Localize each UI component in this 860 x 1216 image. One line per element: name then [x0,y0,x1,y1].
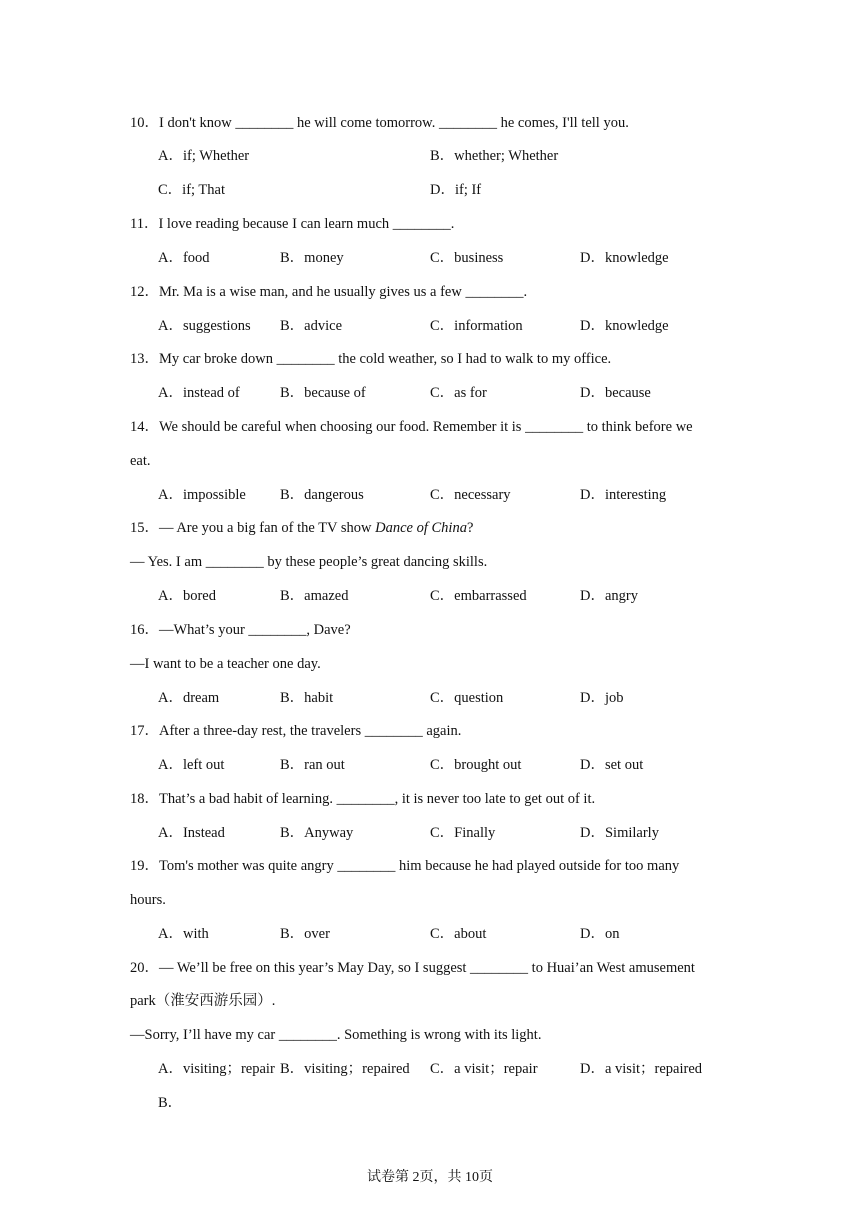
option-b: B．Anyway [280,825,354,841]
show-title: Dance of China [375,520,467,536]
option-b: B．advice [280,318,343,334]
question-17-stem: 17．After a three-day rest, the travelers ________ again. [130,723,462,739]
question-15-stem [130,519,473,537]
option-c: C．brought out [430,757,522,773]
question-18-stem: 18．That’s a bad habit of learning. ________, it is never too late to get out of it. [130,791,596,807]
option-d: D．interesting [580,487,667,503]
question-20-stem-reply: —Sorry, I’ll have my car ________. Something is wrong with its light. [130,1027,542,1043]
question-20-stem: 20．— We’ll be free on this year’s May Day, so I suggest ________ to Huai’an West amusement [130,960,695,976]
option-a: A．bored [158,588,216,604]
page-footer: 试卷第 2页，共 10页 [367,1170,493,1185]
option-c: C．Finally [430,825,496,841]
question-13-stem: 13．My car broke down ________ the cold weather, so I had to walk to my office. [130,351,612,367]
option-a: A．if; Whether [158,148,250,164]
question-20-stem-cont: park（淮安西游乐园）. [130,993,276,1009]
question-14-stem: 14．We should be careful when choosing our food. Remember it is ________ to think before we [130,419,693,435]
question-11-stem: 11．I love reading because I can learn much ________. [130,216,455,232]
option-a: A．food [158,250,210,266]
option-b: B．money [280,250,344,266]
option-b: B．visiting；repaired [280,1061,410,1077]
option-d: D．on [580,926,620,942]
option-b: B．because of [280,385,366,401]
option-b: B．amazed [280,588,349,604]
option-d: D．job [580,690,624,706]
option-a: A．impossible [158,487,246,503]
stem-suffix: ? [466,520,474,536]
option-c: C．a visit；repair [430,1061,538,1077]
question-16-stem-reply: —I want to be a teacher one day. [130,656,321,672]
option-c: C．embarrassed [430,588,527,604]
question-16-stem: 16．—What’s your ________, Dave? [130,622,351,638]
option-a: A．visiting；repair [158,1061,275,1077]
question-20-extra: B． [158,1095,183,1111]
option-a: A．suggestions [158,318,251,334]
option-c: C．necessary [430,487,511,503]
question-19-stem-cont: hours. [130,892,166,908]
option-d: D．angry [580,588,638,604]
option-b: B．whether; Whether [430,148,559,164]
option-d: D．because [580,385,651,401]
option-d: D．Similarly [580,825,659,841]
option-d: D．a visit；repaired [580,1061,703,1077]
option-b: B．over [280,926,330,942]
option-c: C．as for [430,385,487,401]
question-15-stem-reply: — Yes. I am ________ by these people’s great dancing skills. [130,554,488,570]
question-12-stem: 12．Mr. Ma is a wise man, and he usually gives us a few ________. [130,284,528,300]
option-c: C．question [430,690,504,706]
option-d: D．set out [580,757,644,773]
option-a: A．left out [158,757,225,773]
question-19-stem: 19．Tom's mother was quite angry ________ him because he had played outside for too many [130,858,680,874]
option-c: C．if; That [158,182,225,198]
option-c: C．about [430,926,487,942]
option-c: C．business [430,250,504,266]
option-a: A．Instead [158,825,225,841]
option-c: C．information [430,318,523,334]
option-b: B．habit [280,690,334,706]
option-d: D．knowledge [580,250,669,266]
option-d: D．knowledge [580,318,669,334]
question-14-stem-cont: eat. [130,453,151,469]
option-a: A．dream [158,690,220,706]
option-a: A．instead of [158,385,240,401]
option-a: A．with [158,926,209,942]
option-b: B．dangerous [280,487,364,503]
option-d: D．if; If [430,182,482,198]
question-10-stem: 10．I don't know ________ he will come tomorrow. ________ he comes, I'll tell you. [130,115,629,131]
stem-prefix: 15．— Are you a big fan of the TV show [130,520,376,536]
option-b: B．ran out [280,757,345,773]
